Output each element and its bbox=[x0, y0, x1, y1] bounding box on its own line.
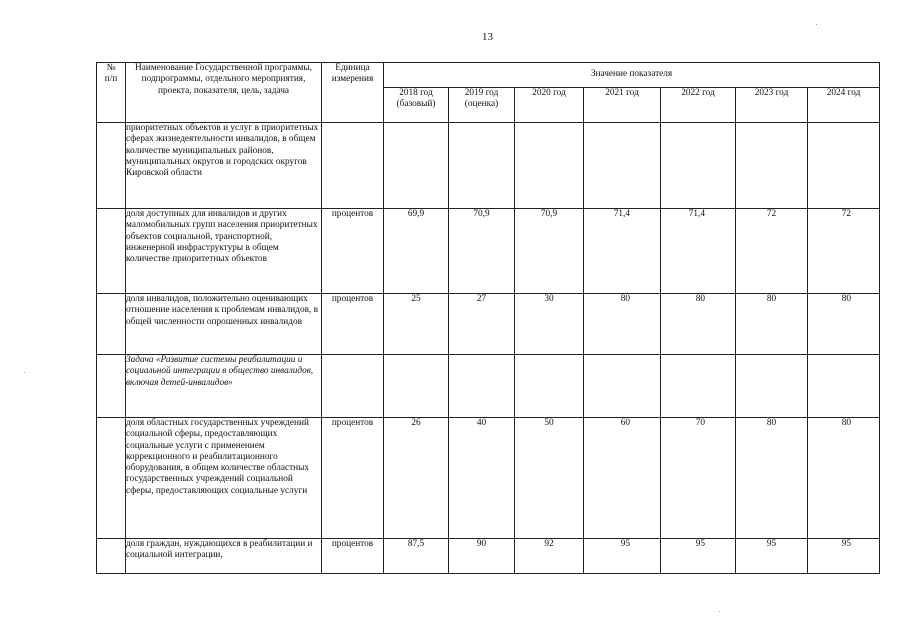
value-2018: 69,9 bbox=[384, 209, 449, 294]
scan-speck bbox=[816, 24, 817, 25]
value-2021: 95 bbox=[584, 539, 661, 574]
table-header bbox=[97, 63, 880, 123]
indicators-table bbox=[96, 62, 880, 574]
value-2023: 80 bbox=[736, 294, 808, 355]
page-number: 13 bbox=[482, 31, 493, 43]
value-2023: 72 bbox=[736, 209, 808, 294]
indicator-name: приоритетных объектов и услуг в приоритетных сферах жизнедеятельности инвалидов, в общем количестве муниципальных районов, муниципальных округов и городских округов Кировской области bbox=[126, 123, 322, 209]
value-2020: 30 bbox=[515, 294, 584, 355]
row-num bbox=[97, 123, 126, 209]
value-2019: 70,9 bbox=[449, 209, 515, 294]
indicator-name: доля граждан, нуждающихся в реабилитации и социальной интеграции, bbox=[126, 539, 322, 574]
scan-speck bbox=[24, 372, 25, 373]
value-2021: 80 bbox=[584, 294, 661, 355]
value-2021 bbox=[584, 123, 661, 209]
indicator-name: доля доступных для инвалидов и других маломобильных групп населения приоритетных объектов социальной, транспортной, инженерной инфраструктуры в общем количестве приоритетных объектов bbox=[126, 209, 322, 294]
indicator-name: доля областных государственных учреждений социальной сферы, предоставляющих социальные услуги с применением коррекционного и реабилитационного оборудования, в общем количестве областных государственных учреждений социальной сферы, предоставляющих социальные услуги bbox=[126, 418, 322, 539]
table-row bbox=[97, 123, 880, 209]
row-num bbox=[97, 355, 126, 418]
value-2018: 87,5 bbox=[384, 539, 449, 574]
value-2022 bbox=[661, 355, 736, 418]
value-2024 bbox=[808, 123, 880, 209]
value-2018 bbox=[384, 355, 449, 418]
indicator-unit: процентов bbox=[322, 418, 384, 539]
scan-speck bbox=[719, 611, 720, 612]
value-2023: 95 bbox=[736, 539, 808, 574]
indicator-unit bbox=[322, 123, 384, 209]
indicator-unit: процентов bbox=[322, 294, 384, 355]
value-2019 bbox=[449, 355, 515, 418]
value-2018: 26 bbox=[384, 418, 449, 539]
row-num bbox=[97, 539, 126, 574]
indicator-unit bbox=[322, 355, 384, 418]
value-2020 bbox=[515, 355, 584, 418]
task-heading: Задача «Развитие системы реабилитации и социальной интеграции в общество инвалидов, включая детей-инвалидов» bbox=[126, 355, 322, 418]
value-2024: 72 bbox=[808, 209, 880, 294]
value-2019: 40 bbox=[449, 418, 515, 539]
header-indicator-value: Значение показателя bbox=[384, 63, 880, 88]
value-2022: 71,4 bbox=[661, 209, 736, 294]
value-2019: 90 bbox=[449, 539, 515, 574]
header-year-2023: 2023 год bbox=[736, 88, 808, 123]
indicator-unit: процентов bbox=[322, 539, 384, 574]
value-2020: 92 bbox=[515, 539, 584, 574]
value-2023: 80 bbox=[736, 418, 808, 539]
header-name: Наименование Государственной программы, подпрограммы, отдельного мероприятия, проекта, показателя, цель, задача bbox=[126, 63, 322, 123]
value-2018 bbox=[384, 123, 449, 209]
value-2020 bbox=[515, 123, 584, 209]
header-year-2020: 2020 год bbox=[515, 88, 584, 123]
header-year-2019: 2019 год (оценка) bbox=[449, 88, 515, 123]
header-year-2024: 2024 год bbox=[808, 88, 880, 123]
value-2024 bbox=[808, 355, 880, 418]
header-num: № п/п bbox=[97, 63, 126, 123]
table-row bbox=[97, 209, 880, 294]
value-2021 bbox=[584, 355, 661, 418]
value-2020: 70,9 bbox=[515, 209, 584, 294]
header-unit: Единица измерения bbox=[322, 63, 384, 123]
indicator-name: доля инвалидов, положительно оценивающих отношение населения к проблемам инвалидов, в общей численности опрошенных инвалидов bbox=[126, 294, 322, 355]
value-2021: 71,4 bbox=[584, 209, 661, 294]
indicator-unit: процентов bbox=[322, 209, 384, 294]
value-2019 bbox=[449, 123, 515, 209]
table-row bbox=[97, 418, 880, 539]
value-2018: 25 bbox=[384, 294, 449, 355]
value-2023 bbox=[736, 123, 808, 209]
header-year-2021: 2021 год bbox=[584, 88, 661, 123]
table-row bbox=[97, 294, 880, 355]
table-row-task bbox=[97, 355, 880, 418]
value-2022 bbox=[661, 123, 736, 209]
value-2020: 50 bbox=[515, 418, 584, 539]
header-year-2022: 2022 год bbox=[661, 88, 736, 123]
value-2024: 80 bbox=[808, 418, 880, 539]
row-num bbox=[97, 209, 126, 294]
row-num bbox=[97, 418, 126, 539]
value-2022: 70 bbox=[661, 418, 736, 539]
value-2023 bbox=[736, 355, 808, 418]
header-year-2018: 2018 год (базовый) bbox=[384, 88, 449, 123]
value-2022: 80 bbox=[661, 294, 736, 355]
value-2019: 27 bbox=[449, 294, 515, 355]
row-num bbox=[97, 294, 126, 355]
table-row bbox=[97, 539, 880, 574]
value-2021: 60 bbox=[584, 418, 661, 539]
value-2022: 95 bbox=[661, 539, 736, 574]
value-2024: 95 bbox=[808, 539, 880, 574]
value-2024: 80 bbox=[808, 294, 880, 355]
